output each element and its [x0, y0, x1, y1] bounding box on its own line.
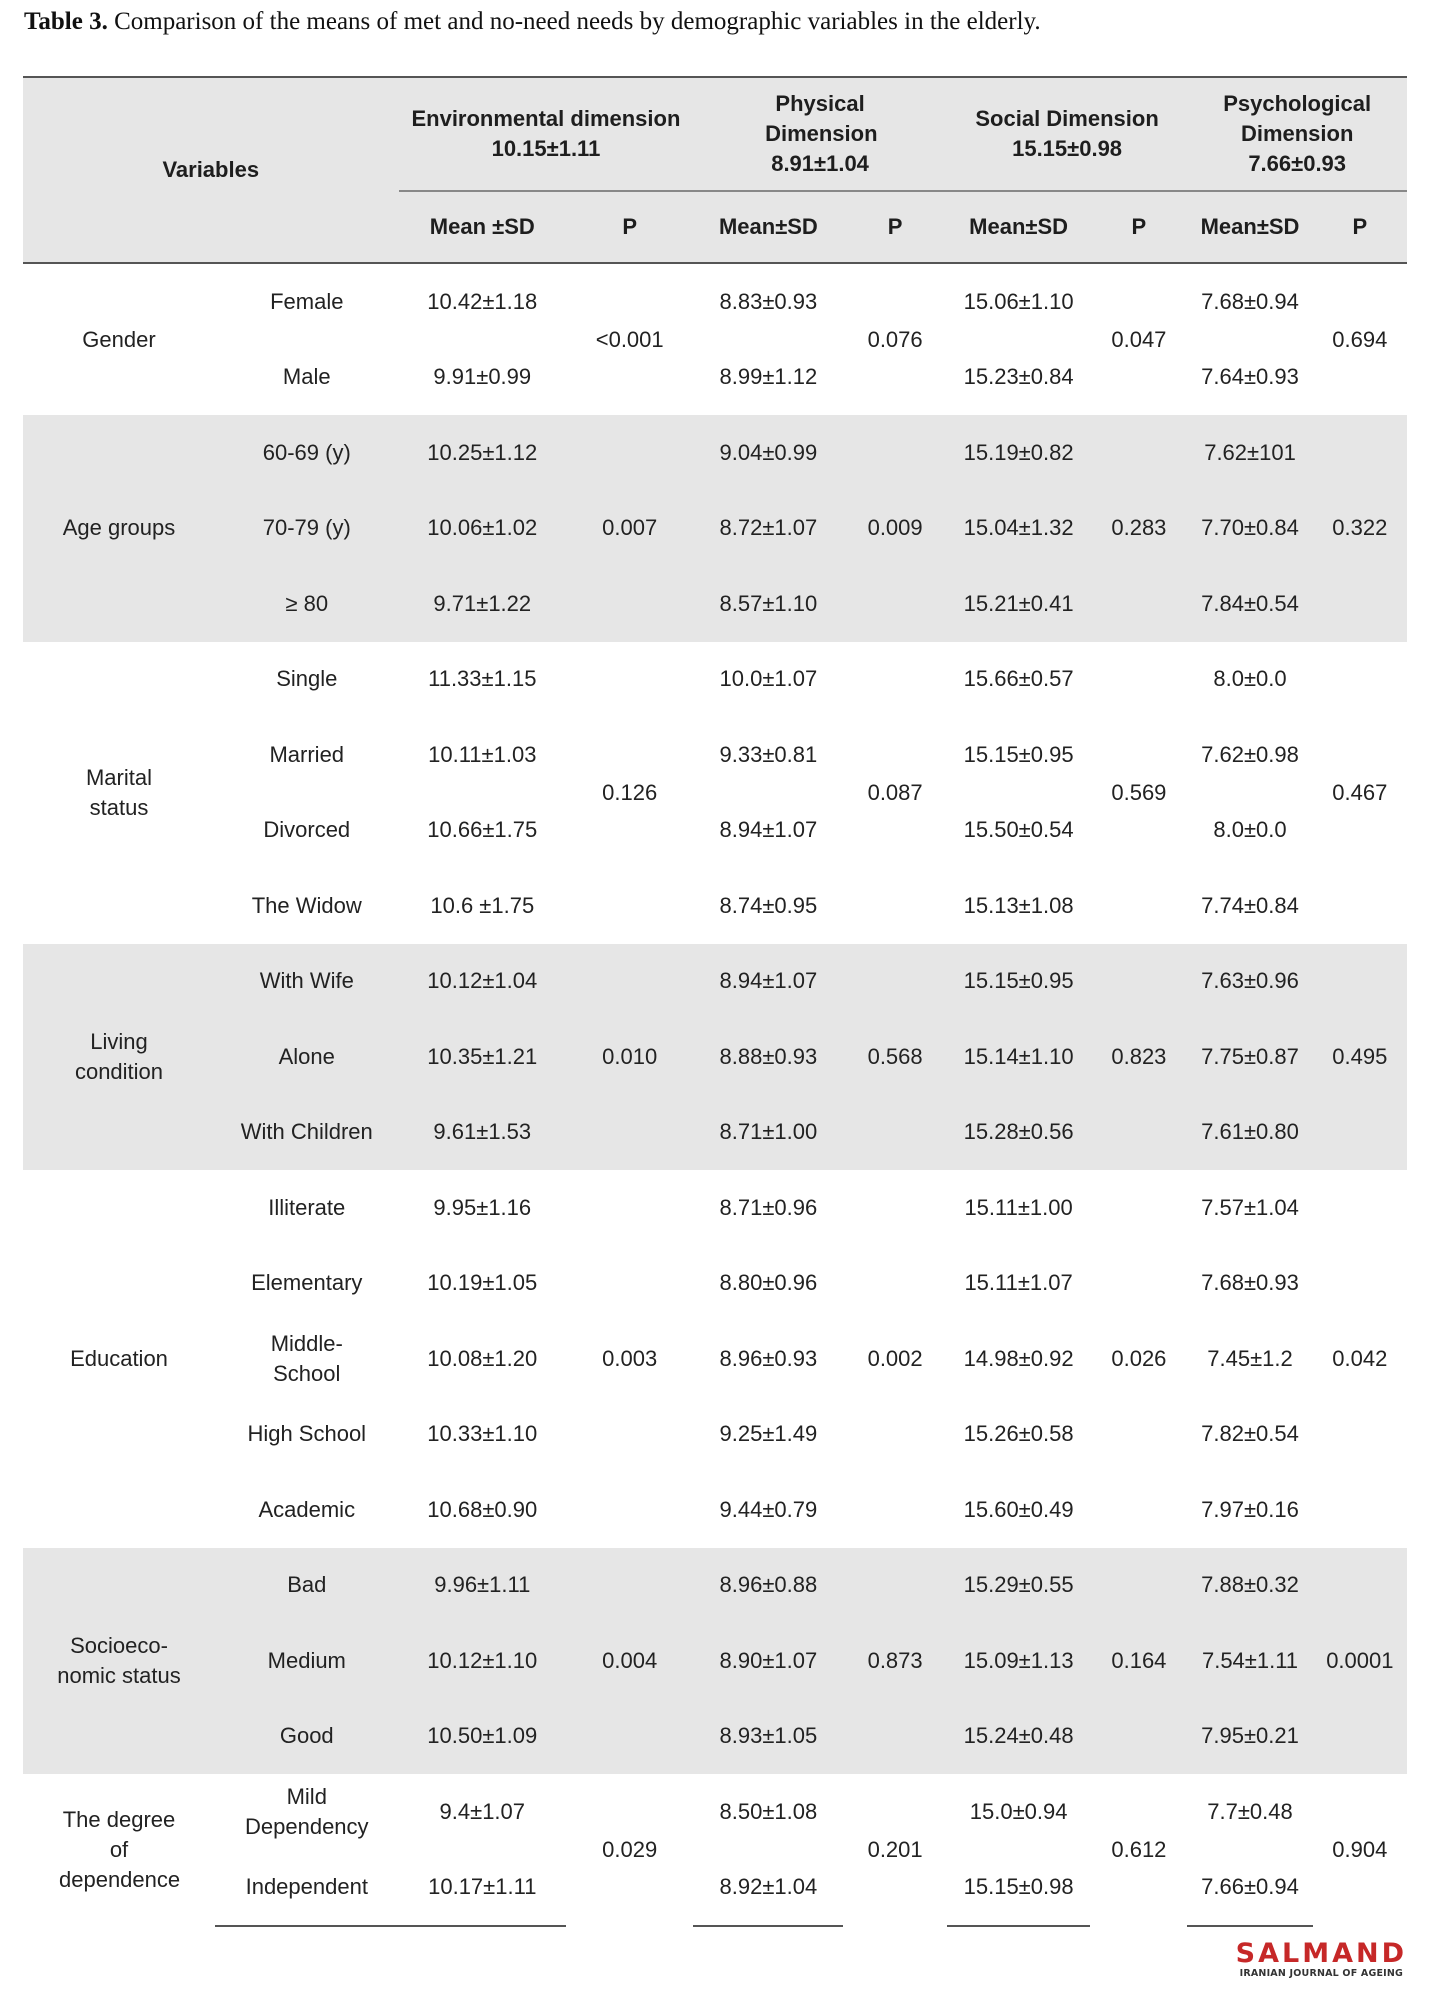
subheader-cell: Mean±SD: [947, 191, 1091, 263]
mean-sd-cell: 9.96±1.11: [399, 1548, 567, 1624]
mean-sd-cell: 15.23±0.84: [963, 364, 1074, 390]
variable-group: [23, 1170, 1407, 1548]
group-name-cell: Living condition: [23, 944, 215, 1171]
p-value-cell: 0.322: [1313, 415, 1407, 642]
mean-sd-cell: 15.11±1.00: [964, 1194, 1073, 1220]
p-value-cell: 0.087: [867, 779, 923, 805]
p-value-cell: 0.467: [1332, 779, 1388, 805]
mean-sd-cell: 8.50±1.08: [719, 1798, 818, 1824]
variable-group: [23, 1774, 1407, 1926]
salmand-logo: [1236, 1940, 1407, 1980]
p-value-cell: 0.873: [843, 1548, 946, 1775]
subheader-cell: P: [1313, 191, 1407, 263]
variable-group: [23, 415, 1407, 642]
subheader-cell: Mean±SD: [693, 191, 843, 263]
mean-sd-cell: 15.60±0.49: [963, 1496, 1074, 1522]
table-row: [23, 1548, 1407, 1624]
mean-sd-cell: 15.24±0.48: [947, 1699, 1091, 1775]
table-row: [23, 642, 1407, 718]
mean-sd-cell: 9.71±1.22: [399, 566, 567, 642]
mean-sd-cell: 7.62±101: [1187, 415, 1312, 491]
mean-sd-cell: 10.25±1.12: [399, 415, 567, 491]
mean-sd-cell: 8.90±1.07: [693, 1623, 843, 1699]
group-name-cell: Socioeco-nomic status: [23, 1548, 215, 1775]
mean-sd-cell: 15.50±0.54: [963, 817, 1074, 843]
p-value-cell: 0.283: [1090, 415, 1187, 642]
row-label-cell: Alone: [215, 1019, 399, 1095]
mean-sd-cell: 7.7±0.48: [1207, 1798, 1293, 1824]
mean-sd-cell: 15.06±1.10: [963, 288, 1074, 314]
p-value-cell: 0.568: [843, 944, 946, 1171]
mean-sd-cell: 9.33±0.81: [719, 741, 818, 767]
mean-sd-cell: 10.66±1.75: [427, 817, 538, 843]
mean-sd-cell: 7.70±0.84: [1187, 491, 1312, 567]
table-row: [23, 415, 1407, 491]
group-name-cell: Age groups: [23, 415, 215, 642]
row-label-cell: 70-79 (y): [215, 491, 399, 567]
subheader-cell: Mean±SD: [1187, 191, 1312, 263]
mean-sd-cell: 10.19±1.05: [427, 1270, 538, 1296]
variable-group: [23, 263, 1407, 415]
mean-sd-cell: 10.17±1.11: [399, 1850, 567, 1927]
group-name-cell: Gender: [82, 326, 156, 352]
p-value-cell: 0.026: [1111, 1345, 1167, 1371]
table-row: [23, 340, 1407, 416]
mean-sd-cell: 7.82±0.54: [1201, 1421, 1299, 1447]
subheader-cell: P: [566, 191, 693, 263]
p-value-cell: 0.495: [1313, 944, 1407, 1171]
p-value-cell: 0.201: [867, 1837, 923, 1862]
mean-sd-cell: 7.75±0.87: [1187, 1019, 1312, 1095]
table-row: [23, 868, 1407, 944]
variables-header: Variables: [23, 77, 399, 263]
group-name-cell: Education: [70, 1345, 168, 1371]
logo-subtitle: IRANIAN JOURNAL OF AGEING: [1239, 1968, 1404, 1979]
row-label-cell: Good: [215, 1699, 399, 1775]
mean-sd-cell: 7.63±0.96: [1187, 944, 1312, 1020]
mean-sd-cell: 8.71±1.00: [693, 1095, 843, 1171]
mean-sd-cell: 8.83±0.93: [719, 288, 818, 314]
mean-sd-cell: 10.68±0.90: [427, 1496, 538, 1522]
p-value-cell: 0.694: [1332, 326, 1388, 352]
row-label-cell: High School: [247, 1421, 367, 1447]
p-value-cell: 0.612: [1111, 1837, 1167, 1862]
mean-sd-cell: 10.50±1.09: [399, 1699, 567, 1775]
row-label-cell: With Children: [215, 1095, 399, 1171]
variable-group: [23, 944, 1407, 1171]
variable-group: [23, 1548, 1407, 1775]
mean-sd-cell: 15.14±1.10: [947, 1019, 1091, 1095]
mean-sd-cell: 7.64±0.93: [1201, 364, 1299, 390]
mean-sd-cell: 7.95±0.21: [1187, 1699, 1312, 1775]
mean-sd-cell: 8.74±0.95: [719, 892, 818, 918]
mean-sd-cell: 7.88±0.32: [1187, 1548, 1312, 1624]
table-label: Table 3.: [24, 8, 108, 35]
p-value-cell: 0.164: [1090, 1548, 1187, 1775]
p-value-cell: 0.007: [566, 415, 693, 642]
table-row: [23, 944, 1407, 1020]
mean-sd-cell: 15.19±0.82: [947, 415, 1091, 491]
mean-sd-cell: 7.54±1.11: [1187, 1623, 1312, 1699]
mean-sd-cell: 15.29±0.55: [947, 1548, 1091, 1624]
table-row: [23, 1095, 1407, 1171]
mean-sd-cell: 8.93±1.05: [693, 1699, 843, 1775]
p-value-cell: 0.0001: [1313, 1548, 1407, 1775]
mean-sd-cell: 9.44±0.79: [719, 1496, 818, 1522]
row-label-cell: With Wife: [215, 944, 399, 1020]
p-value-cell: 0.076: [867, 326, 923, 352]
row-label-cell: The Widow: [251, 892, 362, 918]
mean-sd-cell: 15.15±0.95: [963, 741, 1074, 767]
mean-sd-cell: 7.74±0.84: [1201, 892, 1299, 918]
data-table: [23, 76, 1407, 1927]
table-row: [23, 1699, 1407, 1775]
table-row: [23, 1321, 1407, 1397]
mean-sd-cell: 10.11±1.03: [428, 741, 537, 767]
p-value-cell: 0.569: [1111, 779, 1167, 805]
mean-sd-cell: 7.57±1.04: [1201, 1194, 1299, 1220]
mean-sd-cell: 7.68±0.93: [1201, 1270, 1299, 1296]
table-row: [23, 1246, 1407, 1322]
row-label-cell: Divorced: [263, 817, 351, 843]
social-dimension-header: Social Dimension 15.15±0.98: [947, 77, 1188, 191]
mean-sd-cell: 15.04±1.32: [947, 491, 1091, 567]
table-caption: [24, 8, 1404, 36]
mean-sd-cell: 8.96±0.93: [719, 1345, 818, 1371]
p-value-cell: 0.004: [566, 1548, 693, 1775]
mean-sd-cell: 9.04±0.99: [693, 415, 843, 491]
mean-sd-cell: 8.71±0.96: [719, 1194, 818, 1220]
p-value-cell: 0.010: [566, 944, 693, 1171]
p-value-cell: 0.047: [1111, 326, 1167, 352]
mean-sd-cell: 7.84±0.54: [1187, 566, 1312, 642]
table-row: [23, 1623, 1407, 1699]
table-row: [23, 1170, 1407, 1246]
row-label-cell: Independent: [215, 1850, 399, 1927]
mean-sd-cell: 15.15±0.95: [947, 944, 1091, 1020]
mean-sd-cell: 15.66±0.57: [963, 666, 1074, 692]
mean-sd-cell: 8.0±0.0: [1213, 666, 1287, 692]
logo-main-text: SALMAND: [1235, 1938, 1407, 1969]
mean-sd-cell: 15.15±0.98: [947, 1850, 1091, 1927]
p-value-cell: 0.904: [1332, 1837, 1388, 1862]
mean-sd-cell: 8.96±0.88: [693, 1548, 843, 1624]
mean-sd-cell: 10.33±1.10: [427, 1421, 538, 1447]
subheader-cell: P: [843, 191, 946, 263]
mean-sd-cell: 8.88±0.93: [693, 1019, 843, 1095]
mean-sd-cell: 10.12±1.10: [399, 1623, 567, 1699]
row-label-cell: Male: [282, 364, 331, 390]
row-label-cell: Female: [270, 288, 344, 314]
subheader-cell: Mean ±SD: [399, 191, 567, 263]
table-row: [23, 263, 1407, 340]
p-value-cell: 0.042: [1332, 1345, 1388, 1371]
mean-sd-cell: 11.33±1.15: [428, 666, 537, 692]
subheader-cell: P: [1090, 191, 1187, 263]
mean-sd-cell: 10.0±1.07: [719, 666, 818, 692]
mean-sd-cell: 10.42±1.18: [427, 288, 538, 314]
mean-sd-cell: 8.0±0.0: [1213, 817, 1287, 843]
mean-sd-cell: 8.57±1.10: [693, 566, 843, 642]
mean-sd-cell: 8.92±1.04: [693, 1850, 843, 1927]
mean-sd-cell: 8.94±1.07: [693, 944, 843, 1020]
table-row: [23, 566, 1407, 642]
mean-sd-cell: 15.28±0.56: [947, 1095, 1091, 1171]
table-row: [23, 1397, 1407, 1473]
mean-sd-cell: 15.13±1.08: [963, 892, 1074, 918]
psychological-dimension-header: Psychological Dimension 7.66±0.93: [1187, 77, 1407, 191]
p-value-cell: 0.029: [602, 1837, 658, 1862]
mean-sd-cell: 15.09±1.13: [947, 1623, 1091, 1699]
mean-sd-cell: 10.6 ±1.75: [430, 892, 535, 918]
mean-sd-cell: 7.68±0.94: [1201, 288, 1299, 314]
row-label-cell: Academic: [258, 1496, 356, 1522]
environmental-dimension-header: Environmental dimension 10.15±1.11: [399, 77, 694, 191]
mean-sd-cell: 15.26±0.58: [963, 1421, 1074, 1447]
mean-sd-cell: 9.61±1.53: [399, 1095, 567, 1171]
table-row: [23, 1472, 1407, 1548]
mean-sd-cell: 14.98±0.92: [963, 1345, 1074, 1371]
row-label-cell: Bad: [215, 1548, 399, 1624]
table-row: [23, 793, 1407, 869]
mean-sd-cell: 7.97±0.16: [1201, 1496, 1299, 1522]
mean-sd-cell: 10.06±1.02: [399, 491, 567, 567]
p-value-cell: 0.002: [867, 1345, 923, 1371]
table-row: [23, 717, 1407, 793]
mean-sd-cell: 9.95±1.16: [433, 1194, 532, 1220]
p-value-cell: 0.126: [602, 779, 658, 805]
mean-sd-cell: 8.72±1.07: [693, 491, 843, 567]
row-label-cell: ≥ 80: [215, 566, 399, 642]
row-label-cell: 60-69 (y): [215, 415, 399, 491]
mean-sd-cell: 9.91±0.99: [433, 364, 532, 390]
row-label-cell: Medium: [215, 1623, 399, 1699]
row-label-cell: Middle-School: [270, 1330, 343, 1386]
table-row: [23, 1774, 1407, 1850]
mean-sd-cell: 15.21±0.41: [947, 566, 1091, 642]
table-row: [23, 1019, 1407, 1095]
variable-group: [23, 642, 1407, 944]
group-name-cell: The degree of dependence: [59, 1807, 181, 1892]
row-label-cell: Illiterate: [268, 1194, 346, 1220]
row-label-cell: Single: [276, 666, 338, 692]
table-row: [23, 491, 1407, 567]
row-label-cell: Married: [269, 741, 345, 767]
table-row: [23, 1850, 1407, 1927]
mean-sd-cell: 7.45±1.2: [1207, 1345, 1293, 1371]
p-value-cell: <0.001: [595, 326, 664, 352]
mean-sd-cell: 8.99±1.12: [719, 364, 818, 390]
mean-sd-cell: 7.62±0.98: [1201, 741, 1299, 767]
row-label-cell: Mild Dependency: [245, 1783, 369, 1839]
row-label-cell: Elementary: [251, 1270, 363, 1296]
mean-sd-cell: 7.61±0.80: [1187, 1095, 1312, 1171]
mean-sd-cell: 15.0±0.94: [969, 1798, 1068, 1824]
mean-sd-cell: 8.94±1.07: [719, 817, 818, 843]
mean-sd-cell: 10.12±1.04: [399, 944, 567, 1020]
group-name-cell: Marital status: [85, 764, 152, 820]
p-value-cell: 0.823: [1090, 944, 1187, 1171]
mean-sd-cell: 7.66±0.94: [1187, 1850, 1312, 1927]
mean-sd-cell: 10.35±1.21: [399, 1019, 567, 1095]
mean-sd-cell: 9.25±1.49: [719, 1421, 818, 1447]
mean-sd-cell: 15.11±1.07: [964, 1270, 1073, 1296]
mean-sd-cell: 10.08±1.20: [427, 1345, 538, 1371]
p-value-cell: 0.003: [602, 1345, 658, 1371]
table-header: [23, 77, 1407, 263]
caption-text: Comparison of the means of met and no-need needs by demographic variables in the elderly.: [107, 8, 1041, 35]
mean-sd-cell: 9.4±1.07: [439, 1798, 526, 1824]
physical-dimension-header: Physical Dimension 8.91±1.04: [693, 77, 946, 191]
p-value-cell: 0.009: [843, 415, 946, 642]
mean-sd-cell: 8.80±0.96: [719, 1270, 818, 1296]
